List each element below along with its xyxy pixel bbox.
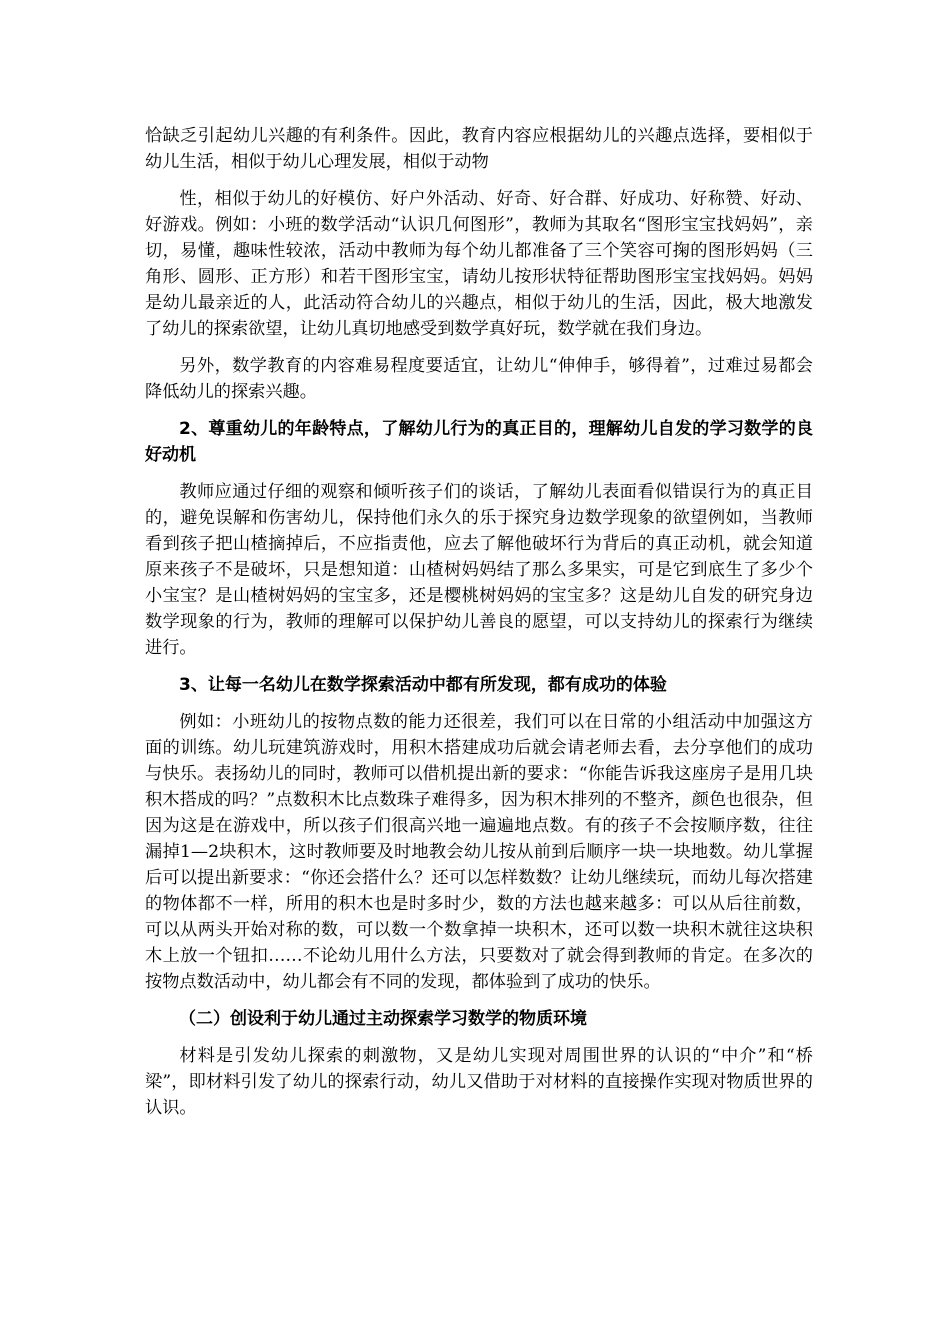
paragraph-counting-example: 例如：小班幼儿的按物点数的能力还很差，我们可以在日常的小组活动中加强这方面的训练。幼儿玩建筑游戏时，用积木搭建成功后就会请老师去看，去分享他们的成功与快乐。表扬幼儿的同时，教师可以借机提出新的要求：“你能告诉我这座房子是用几块积木搭成的吗？”点数积木比点数珠子难得多，因为积木排列的不整齐，颜色也很杂，但因为这是在游戏中，所以孩子们很高兴地一遍遍地点数。有的孩子不会按顺序数，往往漏掉1—2块积木，这时教师要及时地教会幼儿按从前到后顺序一块一块地数。幼儿掌握后可以提出新要求：“你还会搭什么？还可以怎样数数？让幼儿继续玩，而幼儿每次搭建的物体都不一样，所用的积木也是时多时少，数的方法也越来越多：可以从后往前数，可以从两头开始对称的数，可以数一个数拿掉一块积木，还可以数一块积木就往这块积木上放一个钮扣……不论幼儿用什么方法，只要数对了就会得到教师的肯定。在多次的按物点数活动中，幼儿都会有不同的发现，都体验到了成功的快乐。 [145, 712, 813, 992]
paragraph-materials: 材料是引发幼儿探索的刺激物，又是幼儿实现对周围世界的认识的“中介”和“桥梁”，即材料引发了幼儿的探索行动，幼儿又借助于对材料的直接操作实现对物质世界的认识。 [145, 1046, 813, 1118]
document-page [145, 123, 813, 1121]
paragraph-observation: 教师应通过仔细的观察和倾听孩子们的谈话，了解幼儿表面看似错误行为的真正目的，避免误解和伤害幼儿，保持他们永久的乐于探究身边数学现象的欲望例如，当教师看到孩子把山楂摘掉后，不应指责他，应去了解他破坏行为背后的真正动机，就会知道原来孩子不是破坏，只是想知道：山楂树妈妈结了那么多果实，可是它到底生了多少个小宝宝？是山楂树妈妈的宝宝多，还是樱桃树妈妈的宝宝多？这是幼儿自发的研究身边数学现象的行为，教师的理解可以保护幼儿善良的愿望，可以支持幼儿的探索行为继续进行。 [145, 482, 813, 658]
section-heading-2: 2、尊重幼儿的年龄特点，了解幼儿行为的真正目的，理解幼儿自发的学习数学的良好动机 [145, 419, 813, 465]
section-heading-3: 3、让每一名幼儿在数学探索活动中都有所发现，都有成功的体验 [179, 675, 667, 695]
section-heading-environment: （二）创设利于幼儿通过主动探索学习数学的物质环境 [179, 1009, 587, 1029]
paragraph-interest-examples: 性，相似于幼儿的好模仿、好户外活动、好奇、好合群、好成功、好称赞、好动、好游戏。例如：小班的数学活动“认识几何图形”，教师为其取名“图形宝宝找妈妈”，亲切，易懂，趣味性较浓，活动中教师为每个幼儿都准备了三个笑容可掬的图形妈妈（三角形、圆形、正方形）和若干图形宝宝，请幼儿按形状特征帮助图形宝宝找妈妈。妈妈是幼儿最亲近的人，此活动符合幼儿的兴趣点，相似于幼儿的生活，因此，极大地激发了幼儿的探索欲望，让幼儿真切地感受到数学真好玩，数学就在我们身边。 [145, 189, 813, 339]
paragraph-difficulty: 另外，数学教育的内容难易程度要适宜，让幼儿“伸伸手，够得着”，过难过易都会降低幼儿的探索兴趣。 [145, 356, 813, 402]
paragraph-continuation: 恰缺乏引起幼儿兴趣的有利条件。因此，教育内容应根据幼儿的兴趣点选择，要相似于幼儿生活，相似于幼儿心理发展，相似于动物 [145, 126, 813, 172]
